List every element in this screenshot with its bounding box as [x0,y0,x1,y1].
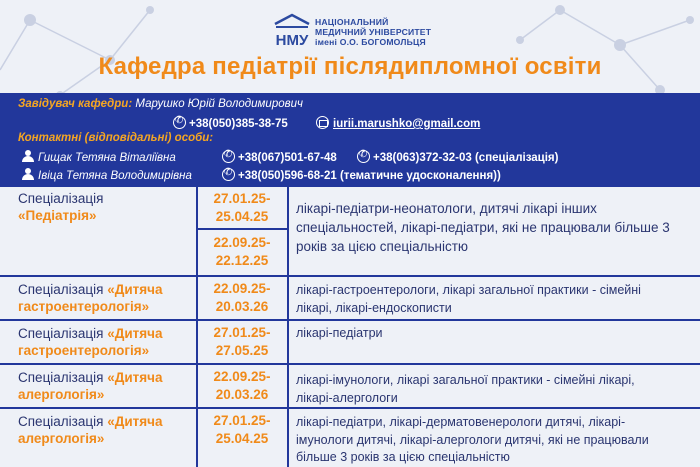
table-row-4-desc: лікарі-імунологи, лікарі загальної практики - сімейні лікарі, лікарі-алергологи [296,373,635,405]
date-start: 27.01.25- [213,413,271,428]
head-name: Марушко Юрій Володимирович [135,98,303,110]
contact-2-phone-1[interactable] [222,168,501,182]
table-row-2-date [197,280,287,316]
table-row-5-date [197,412,287,448]
university-logo [272,12,432,52]
phone-icon [222,150,235,163]
phone-icon [357,150,370,163]
row-divider [0,275,700,277]
head-row [18,98,303,110]
logo-line-1: НАЦІОНАЛЬНИЙ [315,17,389,27]
contact-person-2 [22,168,192,182]
date-end: 20.03.26 [215,299,269,314]
row-divider [0,319,700,321]
head-email-address[interactable]: iurii.marushko@gmail.com [333,118,481,130]
table-row-4-spec [0,369,196,403]
table-row-2-desc: лікарі-гастроентерологи, лікарі загальної практики - сімейні лікарі, лікарі-ендоскописти [296,283,641,315]
row-divider [0,363,700,365]
table-row-1-date-2 [197,234,287,270]
email-icon [316,116,329,129]
contact-name-1: Гищак Тетяна Віталіївна [38,152,176,164]
logo-line-2: МЕДИЧНИЙ УНІВЕРСИТЕТ [315,27,432,37]
logo-line-3: імені О.О. БОГОМОЛЬЦЯ [315,37,426,47]
date-start: 22.09.25- [213,369,271,384]
spec-name: «Педіатрія» [18,208,97,223]
table-row-1-date-1 [197,190,287,226]
table-row-5-desc: лікарі-педіатри, лікарі-дерматовенерологи дитячі, лікарі-імунологи дитячі, лікарі-алергологи дитячі, які не працювали більше 3 років за цією спеціальністю [296,415,649,464]
table-row-3-date [197,324,287,360]
university-emblem-icon [272,12,312,52]
row-divider [196,228,288,230]
contact-1-phone-1-number: +38(067)501-67-48 [238,152,337,164]
logo-mark-text: НМУ [275,32,309,49]
contact-1-phone-2[interactable] [357,150,558,164]
table-row-3-desc: лікарі-педіатри [296,326,383,340]
contact-person-1 [22,150,176,164]
person-icon [22,168,34,180]
spec-prefix: Спеціалізація [18,191,104,206]
date-end: 25.04.25 [215,209,269,224]
logo-text [315,17,431,47]
spec-name: «Дитяча гастроентерологія» [18,282,163,314]
contact-2-phone-1-number: +38(050)596-68-21 (тематичне удосконалення)) [238,170,501,182]
table-row-2-spec [0,281,196,315]
table-row-1-spec [0,190,196,224]
row-divider [0,407,700,409]
spec-name: «Дитяча гастроентерологія» [18,326,163,358]
head-label: Завідувач кафедри: [18,98,133,110]
contact-1-phone-2-number: +38(063)372-32-03 (спеціалізація) [373,152,559,164]
date-start: 27.01.25- [213,325,271,340]
spec-prefix: Спеціалізація [18,282,104,297]
page-title: Кафедра педіатрії післядипломної освіти [98,53,602,80]
table-row-4-date [197,368,287,404]
contact-name-2: Івіца Тетяна Володимирівна [38,170,192,182]
spec-name: «Дитяча алергологія» [18,414,163,446]
phone-icon [173,116,186,129]
spec-prefix: Спеціалізація [18,370,104,385]
contacts-label [18,132,213,144]
courses-table [0,187,700,467]
person-icon [22,150,34,162]
table-row-5-spec [0,413,196,447]
head-phone[interactable] [173,116,288,130]
date-end: 20.03.26 [215,387,269,402]
contacts-band [0,93,700,187]
spec-prefix: Спеціалізація [18,414,104,429]
head-phone-number: +38(050)385-38-75 [189,118,288,130]
contacts-label-text: Контактні (відповідальні) особи: [18,132,214,144]
date-start: 27.01.25- [213,191,271,206]
date-end: 27.05.25 [215,343,269,358]
date-start: 22.09.25- [213,281,271,296]
date-end: 25.04.25 [215,431,269,446]
head-email[interactable] [316,116,480,130]
phone-icon [222,168,235,181]
contact-1-phone-1[interactable] [222,150,337,164]
table-row-1-desc: лікарі-педіатри-неонатологи, дитячі лікарі інших спеціальностей, лікарі-педіатри, які не працювали більше 3 років за цією спеціальністю [296,201,670,254]
spec-prefix: Спеціалізація [18,326,104,341]
date-start: 22.09.25- [213,235,271,250]
date-end: 22.12.25 [215,253,269,268]
spec-name: «Дитяча алергологія» [18,370,163,402]
table-row-3-spec [0,325,196,359]
